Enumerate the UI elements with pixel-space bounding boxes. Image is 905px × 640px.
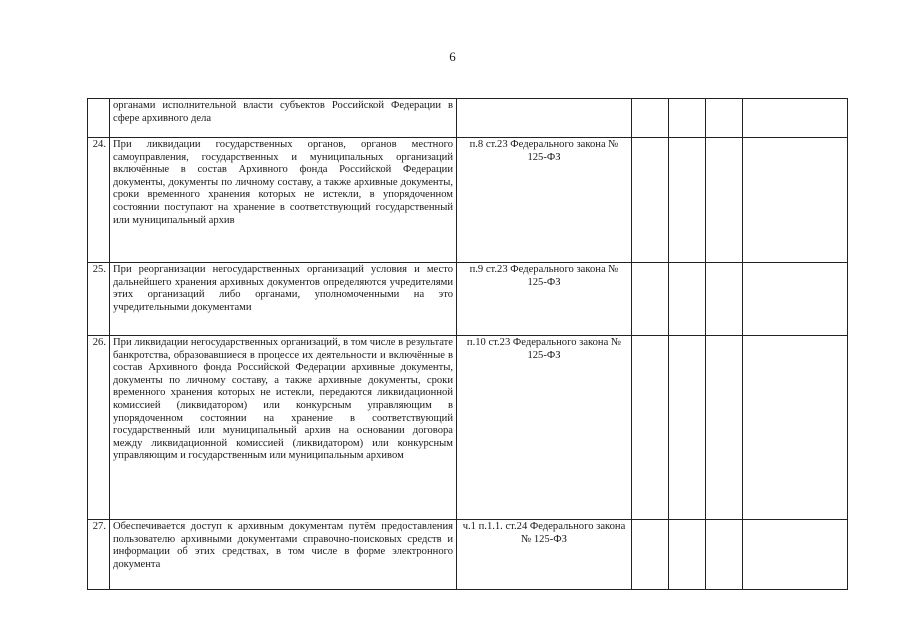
legal-reference: ч.1 п.1.1. ст.24 Федерального закона № 125-ФЗ [457,520,632,590]
empty-cell [632,138,669,263]
table-row [88,263,848,336]
legal-reference: п.8 ст.23 Федерального закона № 125-ФЗ [457,138,632,263]
table-row [88,138,848,263]
table-row [88,336,848,520]
requirement-text: органами исполнительной власти субъектов Российской Федерации в сфере архивного дела [110,99,457,138]
empty-cell [706,138,743,263]
requirements-table [87,98,848,590]
empty-cell [632,99,669,138]
requirement-text: При ликвидации негосударственных организаций, в том числе в результате банкротства, образовавшиеся в процессе их деятельности и включённые в состав Архивного фонда Российской Федерации архивные документы, документы по личному составу, а также архивные документы, сроки временного хранения которых не истекли, передаются ликвидационной комиссией (ликвидатором) или конкурсным управляющим в упорядоченном состоянии на хранение в соответствующий государственный или муниципальный архив на основании договора между ликвидационной комиссией (ликвидатором) или конкурсным управляющим и государственным или муниципальным архивом [110,336,457,520]
empty-cell [743,263,848,336]
table-row [88,520,848,590]
empty-cell [669,138,706,263]
empty-cell [632,520,669,590]
empty-cell [669,520,706,590]
empty-cell [706,263,743,336]
requirement-text: При реорганизации негосударственных организаций условия и место дальнейшего хранения архивных документов определяются учредителями этих организаций либо органами, уполномоченными на это учредительными документами [110,263,457,336]
legal-reference [457,99,632,138]
empty-cell [743,520,848,590]
empty-cell [743,138,848,263]
empty-cell [743,336,848,520]
legal-reference: п.10 ст.23 Федерального закона № 125-ФЗ [457,336,632,520]
empty-cell [669,99,706,138]
row-number: 27. [88,520,110,590]
row-number: 26. [88,336,110,520]
row-number: 24. [88,138,110,263]
table-row [88,99,848,138]
empty-cell [706,99,743,138]
legal-reference: п.9 ст.23 Федерального закона № 125-ФЗ [457,263,632,336]
requirement-text: Обеспечивается доступ к архивным документам путём предоставления пользователю архивными документами справочно-поисковых средств и информации об этих средствах, в том числе в форме электронного документа [110,520,457,590]
requirement-text: При ликвидации государственных органов, органов местного самоуправления, государственных и муниципальных организаций включённые в состав Архивного фонда Российской Федерации документы, документы по личному составу, а также архивные документы, сроки временного хранения которых не истекли, в упорядоченном состоянии поступают на хранение в соответствующий государственный или муниципальный архив [110,138,457,263]
row-number [88,99,110,138]
page-number: 6 [449,49,456,64]
empty-cell [632,336,669,520]
empty-cell [632,263,669,336]
empty-cell [706,520,743,590]
row-number: 25. [88,263,110,336]
empty-cell [743,99,848,138]
empty-cell [669,336,706,520]
empty-cell [669,263,706,336]
empty-cell [706,336,743,520]
